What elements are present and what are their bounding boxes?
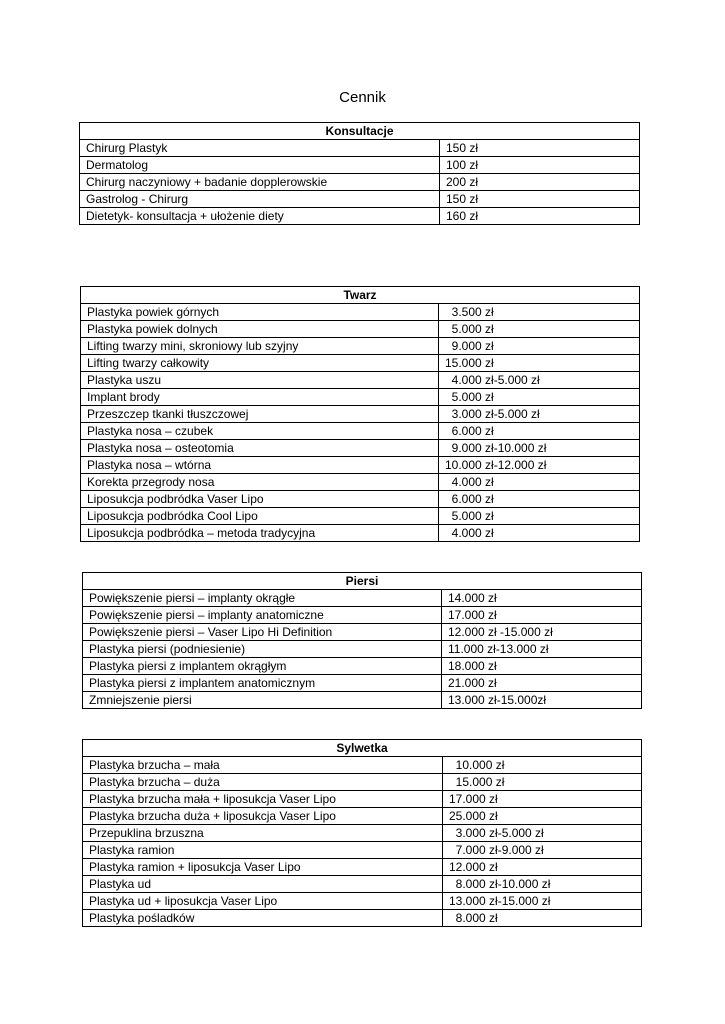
service-name: Plastyka ud + liposukcja Vaser Lipo (83, 893, 443, 910)
section-header-row (81, 287, 640, 304)
service-price: 3.000 zł-5.000 zł (443, 825, 642, 842)
section-header: Konsultacje (80, 123, 640, 140)
service-name: Gastrolog - Chirurg (80, 191, 440, 208)
page-title: Cennik (339, 89, 386, 106)
table-row (80, 174, 640, 191)
section-header-row (83, 573, 642, 590)
service-name: Zmniejszenie piersi (83, 692, 442, 709)
table-row (83, 692, 642, 709)
table-row (83, 774, 642, 791)
table-row (81, 457, 640, 474)
table-row (80, 157, 640, 174)
table-row (83, 893, 642, 910)
service-price: 4.000 zł (439, 474, 640, 491)
service-name: Plastyka nosa – czubek (81, 423, 439, 440)
service-price: 6.000 zł (439, 423, 640, 440)
service-name: Przepuklina brzuszna (83, 825, 443, 842)
service-price: 150 zł (440, 140, 640, 157)
service-name: Plastyka piersi (podniesienie) (83, 641, 442, 658)
service-price: 11.000 zł-13.000 zł (442, 641, 642, 658)
service-price: 4.000 zł (439, 525, 640, 542)
service-price: 15.000 zł (439, 355, 640, 372)
service-name: Plastyka ramion (83, 842, 443, 859)
table-row (81, 321, 640, 338)
table-row (83, 658, 642, 675)
service-price: 12.000 zł (443, 859, 642, 876)
service-name: Plastyka brzucha mała + liposukcja Vaser Lipo (83, 791, 443, 808)
service-name: Plastyka pośladków (83, 910, 443, 927)
section-header-row (83, 740, 642, 757)
service-name: Dermatolog (80, 157, 440, 174)
service-price: 3.000 zł-5.000 zł (439, 406, 640, 423)
table-row (83, 825, 642, 842)
table-row (81, 355, 640, 372)
service-price: 12.000 zł -15.000 zł (442, 624, 642, 641)
table-row (81, 338, 640, 355)
service-price: 21.000 zł (442, 675, 642, 692)
service-price: 17.000 zł (442, 607, 642, 624)
section-header: Twarz (81, 287, 640, 304)
service-price: 6.000 zł (439, 491, 640, 508)
service-price: 18.000 zł (442, 658, 642, 675)
service-price: 150 zł (440, 191, 640, 208)
table-row (83, 876, 642, 893)
service-name: Plastyka uszu (81, 372, 439, 389)
service-name: Liposukcja podbródka Vaser Lipo (81, 491, 439, 508)
table-row (81, 389, 640, 406)
service-name: Przeszczep tkanki tłuszczowej (81, 406, 439, 423)
service-name: Korekta przegrody nosa (81, 474, 439, 491)
table-row (81, 440, 640, 457)
service-name: Dietetyk- konsultacja + ułożenie diety (80, 208, 440, 225)
service-price: 5.000 zł (439, 508, 640, 525)
service-price: 9.000 zł (439, 338, 640, 355)
service-name: Chirurg Plastyk (80, 140, 440, 157)
service-name: Plastyka brzucha – mała (83, 757, 443, 774)
table-row (81, 474, 640, 491)
service-price: 5.000 zł (439, 321, 640, 338)
section-header: Sylwetka (83, 740, 642, 757)
service-name: Plastyka ramion + liposukcja Vaser Lipo (83, 859, 443, 876)
service-price: 10.000 zł-12.000 zł (439, 457, 640, 474)
service-price: 7.000 zł-9.000 zł (443, 842, 642, 859)
service-price: 17.000 zł (443, 791, 642, 808)
service-name: Liposukcja podbródka Cool Lipo (81, 508, 439, 525)
service-price: 100 zł (440, 157, 640, 174)
service-name: Powiększenie piersi – implanty anatomiczne (83, 607, 442, 624)
table-row (81, 304, 640, 321)
service-name: Plastyka nosa – osteotomia (81, 440, 439, 457)
table-row (83, 607, 642, 624)
service-price: 15.000 zł (443, 774, 642, 791)
table-row (80, 140, 640, 157)
service-name: Plastyka brzucha duża + liposukcja Vaser Lipo (83, 808, 443, 825)
service-price: 160 zł (440, 208, 640, 225)
table-row (80, 208, 640, 225)
table-row (83, 859, 642, 876)
service-name: Implant brody (81, 389, 439, 406)
table-row (83, 757, 642, 774)
service-price: 9.000 zł-10.000 zł (439, 440, 640, 457)
table-row (83, 842, 642, 859)
service-name: Plastyka powiek dolnych (81, 321, 439, 338)
price-table-twarz (80, 286, 640, 542)
section-header: Piersi (83, 573, 642, 590)
service-price: 8.000 zł-10.000 zł (443, 876, 642, 893)
table-row (83, 808, 642, 825)
service-name: Plastyka piersi z implantem anatomicznym (83, 675, 442, 692)
service-price: 14.000 zł (442, 590, 642, 607)
service-name: Powiększenie piersi – Vaser Lipo Hi Definition (83, 624, 442, 641)
service-price: 13.000 zł-15.000 zł (443, 893, 642, 910)
service-name: Plastyka powiek górnych (81, 304, 439, 321)
table-row (83, 910, 642, 927)
service-price: 200 zł (440, 174, 640, 191)
table-row (81, 525, 640, 542)
table-row (83, 791, 642, 808)
price-table-konsultacje (79, 122, 640, 225)
service-name: Lifting twarzy całkowity (81, 355, 439, 372)
table-row (81, 508, 640, 525)
table-row (83, 641, 642, 658)
table-row (81, 372, 640, 389)
table-row (81, 491, 640, 508)
service-price: 25.000 zł (443, 808, 642, 825)
service-price: 5.000 zł (439, 389, 640, 406)
table-row (83, 590, 642, 607)
table-row (81, 423, 640, 440)
service-name: Powiększenie piersi – implanty okrągłe (83, 590, 442, 607)
section-header-row (80, 123, 640, 140)
price-table-piersi (82, 572, 642, 709)
service-name: Plastyka brzucha – duża (83, 774, 443, 791)
price-table-sylwetka (82, 739, 642, 927)
table-row (83, 624, 642, 641)
service-name: Lifting twarzy mini, skroniowy lub szyjny (81, 338, 439, 355)
service-price: 4.000 zł-5.000 zł (439, 372, 640, 389)
service-price: 3.500 zł (439, 304, 640, 321)
service-name: Plastyka piersi z implantem okrągłym (83, 658, 442, 675)
table-row (80, 191, 640, 208)
table-row (81, 406, 640, 423)
service-name: Chirurg naczyniowy + badanie dopplerowskie (80, 174, 440, 191)
service-price: 8.000 zł (443, 910, 642, 927)
service-price: 13.000 zł-15.000zł (442, 692, 642, 709)
table-row (83, 675, 642, 692)
service-price: 10.000 zł (443, 757, 642, 774)
service-name: Plastyka ud (83, 876, 443, 893)
service-name: Liposukcja podbródka – metoda tradycyjna (81, 525, 439, 542)
service-name: Plastyka nosa – wtórna (81, 457, 439, 474)
